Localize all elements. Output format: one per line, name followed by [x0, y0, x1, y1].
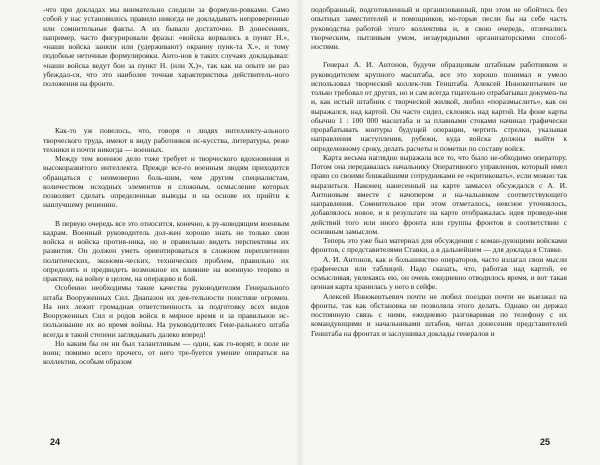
right-paragraph-6: Алексей Иннокентьевич почти не любил поездки почти не выезжал на фронты, так как обстановка не позволяла этого делать. Однако он держал постоянную связь с ними, ежедневно разговаривая по телефону с их командующими и начальниками штабов, читал донесения представителей Генштаба на фронтах и заслушивал доклады генералов и — [311, 291, 567, 338]
left-page — [43, 5, 289, 367]
left-paragraph-4: В первую очередь все это относится, конечно, к ру-ководящим военным кадрам. Военный руководитель дол-жен хорошо знать не только свои войска и войска против-ника, но и правильно видеть перспективы их развития. Он должен уметь ориентироваться в сложном переплетении политических, экономи-ческих, технических проблем, правильно их определять и предвидеть возможное их влияние на военную теорию и практику, на войну в целом, на операцию и бой. — [43, 218, 289, 283]
left-paragraph-3: Между тем военное дело тоже требует и творческого вдохновения и высокоразвитого интеллекта. Прежде все-го военным людям приходится обращаться с неимоверно боль-шим, чем другим специалистам, количеством исходных элементов и сложным, осмысление которых позволяет сделать определенные выводы и на основе их прийти к наилучшему решению. — [43, 154, 289, 210]
page-gutter — [295, 0, 305, 465]
left-paragraph-6: Но каким бы он ни был талантливым — один, как го-ворят, в поле не воин; помимо всего прочего, от него тре-буется умение опираться на коллектив, особым образом — [43, 338, 289, 367]
right-page-number: 25 — [540, 437, 551, 447]
right-paragraph-4: Теперь это уже был материал для обсуждения с коман-дующими войсками фронтов, с представителями Ставки, а в дальнейшем — для доклада в Ставке. — [311, 236, 567, 255]
left-paragraph-1: -что при докладах мы внимательно следили за формули-ровками. Само собой у нас установилось правило никогда не докладывать непроверенные или сомнительные факты. А их бывало достаточно. В донесениях, например, часто фигурировали фразы: «войска ворвались в пункт Н.», «наши войска заняли или (удерживают) окраину пунк-та Х.», и тому подобные неточные формулировки. Анто-нов в таких случаях докладывал: «наши войска ведут бои за пункт Н. (или Х.)», так как на опыте не раз убеждал-ся, что это наиболее точная характеристика действитель-ного положения на фронте. — [43, 5, 289, 88]
left-paragraph-5: Особенно необходимы такие качества руководителям Генерального штаба Вооруженных Сил. Диапазон их дея-тельности поистине огромен. На них лежит громадная ответственность за подготовку всех видов Вооруженных Сил и родов войск в мирное время и за правильное ис-пользование их во время войны. На руководителях Гене-рального штаба всегда в такой степени заглядывать далеко вперед! — [43, 283, 289, 339]
right-paragraph-3: Карта весьма наглядно выражала все то, что было не-обходимо оператору. Потом она передавалась начальнику Оперативного управления, который имел право со своими ближайшими сотрудниками ее «критиковать», если можно так выразиться. Наконец нанесенный на карте замысел обсуждался с А. И. Антоновым вместе с начопером и на-чальником соответствующего направления. Сомнительное при этом отметалось, неясное уточнялось, добавлялось новое, и в результате на карте отображалась идея проведе-ния действий того или иного фронта или группы фронтов в соответствии с основным замыслом. — [311, 152, 567, 236]
right-page — [311, 5, 567, 338]
right-paragraph-1: подобранный, подготовленный и организованный, при этом не обойтись без опытных заместителей и помощников, ко-торые песли бы на себе часть руководства работой этого коллектива и, в свою очередь, отличались творческим, пытливым умом, незаурядными организаторскими способ-ностями. — [311, 5, 567, 51]
left-paragraph-2: Как-то уж повелось, что, говоря о людях интеллекту-ального творческого труда, имеют в виду работников ис-кусства, литературы, реже техники и почти никогда — военных. — [43, 126, 289, 154]
right-paragraph-5: А. И. Антонов, как и большинство операторов, часто излагал свои мысли графически или таблицей. Надо сказать, что, работая над картой, ее осмысливая, увлекаясь ею, он очень ежедневно отводилось время, и вот такая ценная карта хранилась у него в сейфе. — [311, 254, 567, 292]
left-page-number: 24 — [50, 437, 61, 447]
right-paragraph-2: Генерал А. И. Антонов, будучи образцовым штабным работником и руководителем крупного масштаба, все это хорошо понимал и умело использовал творческий коллек-тив Генштаба. Алексей Иннокентьевич не только требовал от других, но и сам всегда тщательно отрабатывал докумен-ты и, как истый штабник с творческой жилкой, любил «поразмыслить», как он выражался, над картой. Он часто сидел, склонясь над картой. На фоне карты обычно 1 : 100 000 масштаба и за плавными стоками начинал графически прорабатывать контуры будущей операции, чертить стрелки, указывая направления наступления, рубежи, куда войска должны выйти к определенному сроку, делать расчеты и пометки по составу войск. — [311, 60, 567, 153]
